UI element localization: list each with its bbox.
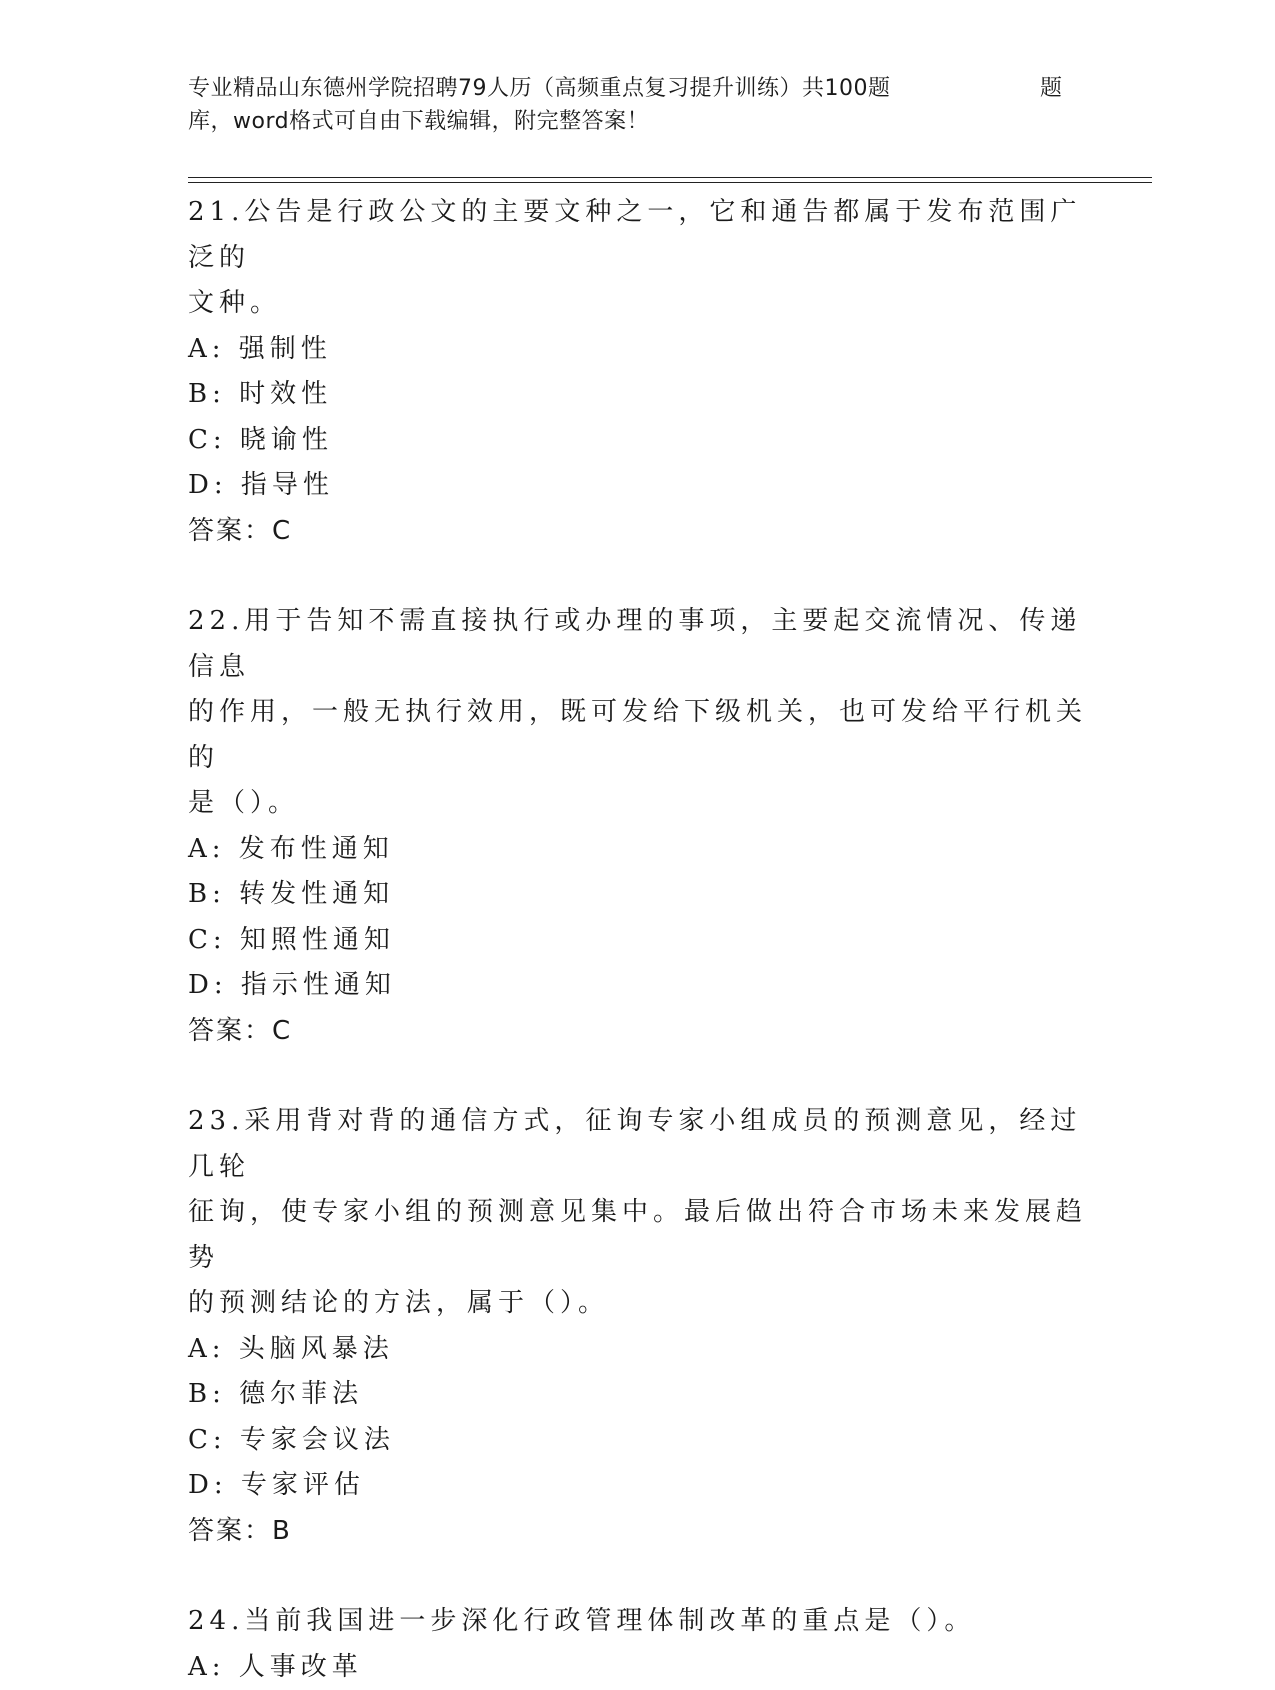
question-stem (188, 599, 1088, 827)
header-title-line-1 (188, 72, 1068, 105)
option-c: C: 专家会议法 (188, 1418, 1088, 1464)
answer-text: 答案：C (188, 1009, 1088, 1055)
option-a: A: 头脑风暴法 (188, 1327, 1088, 1373)
option-a: A: 人事改革 (188, 1645, 1088, 1690)
question-stem-line: 征询，使专家小组的预测意见集中。最后做出符合市场未来发展趋势 (188, 1190, 1088, 1281)
question-stem-line: 的作用，一般无执行效用，既可发给下级机关，也可发给平行机关的 (188, 690, 1088, 781)
header-title-text: 专业精品山东德州学院招聘79人历（高频重点复习提升训练）共100题 (188, 76, 891, 101)
question-list (188, 190, 1088, 1690)
question-stem (188, 1599, 1088, 1645)
document-header (188, 72, 1068, 138)
header-divider-top (188, 177, 1152, 178)
option-d: D: 指示性通知 (188, 963, 1088, 1009)
option-b: B: 时效性 (188, 372, 1088, 418)
header-title-tail: 题 (1040, 72, 1063, 105)
answer-text: 答案：C (188, 509, 1088, 555)
option-d: D: 专家评估 (188, 1463, 1088, 1509)
option-a: A: 强制性 (188, 327, 1088, 373)
question-spacer (188, 1054, 1088, 1099)
question-23 (188, 1099, 1088, 1554)
option-d: D: 指导性 (188, 463, 1088, 509)
question-stem (188, 190, 1088, 327)
question-spacer (188, 1554, 1088, 1599)
question-stem (188, 1099, 1088, 1327)
option-c: C: 晓谕性 (188, 418, 1088, 464)
question-stem-line: 24.当前我国进一步深化行政管理体制改革的重点是（）。 (188, 1599, 1088, 1645)
question-stem-line: 22.用于告知不需直接执行或办理的事项，主要起交流情况、传递信息 (188, 599, 1088, 690)
answer-text: 答案：B (188, 1509, 1088, 1555)
header-title-line-2: 库，word格式可自由下载编辑，附完整答案！ (188, 105, 1068, 138)
question-24 (188, 1599, 1088, 1690)
option-c: C: 知照性通知 (188, 918, 1088, 964)
question-spacer (188, 554, 1088, 599)
header-divider-bottom (188, 182, 1152, 183)
question-stem-line: 文种。 (188, 281, 1088, 327)
question-stem-line: 23.采用背对背的通信方式，征询专家小组成员的预测意见，经过几轮 (188, 1099, 1088, 1190)
question-stem-line: 是（）。 (188, 781, 1088, 827)
question-stem-line: 的预测结论的方法，属于（）。 (188, 1281, 1088, 1327)
question-21 (188, 190, 1088, 554)
question-stem-line: 21.公告是行政公文的主要文种之一，它和通告都属于发布范围广泛的 (188, 190, 1088, 281)
question-22 (188, 599, 1088, 1054)
option-b: B: 德尔菲法 (188, 1372, 1088, 1418)
option-a: A: 发布性通知 (188, 827, 1088, 873)
option-b: B: 转发性通知 (188, 872, 1088, 918)
